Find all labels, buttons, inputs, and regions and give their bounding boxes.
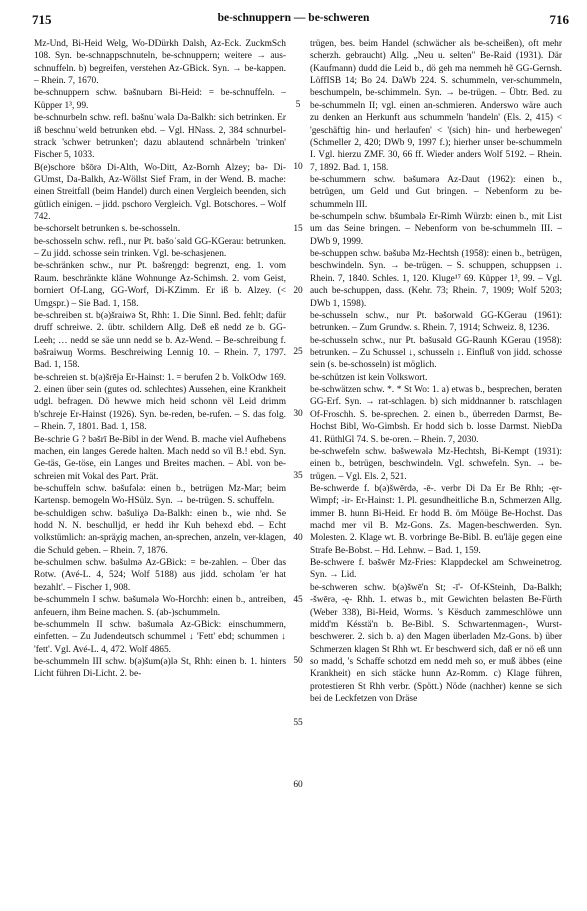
dictionary-entry: be-schreiben st. b(ə)šraiwə St, Rhh: 1. Die Sinnl. Bed. fehlt; dafür druff schreiwe. 2. übtr. schildern Allg. Deß eß nedd ze b. GG-Leeh; … nedd se säe unn nedd se b. Az-Wend. – Be-schreibung f. bəšraiwuŋ Worms. Beschreiwing Lennig 10. – Rhein. 7, 1797. Bad. 1, 158. [34,310,286,371]
column-right [310,38,562,705]
running-title: be-schnuppern — be-schweren [217,12,370,24]
running-header [0,12,587,28]
dictionary-entry: be-schützen ist kein Volkswort. [310,372,428,383]
column-left [34,38,286,681]
dictionary-entry: B(e)schore bšōrə Di-Alth, Wo-Ditt, Az-Bornh Alzey; bə- Di-GUmst, Da-Balkh, Az-Wöllst Sief Fram, in der Wend. B. mache: einen Streitfall (beim Handel) durch einen Vergleich beenden, sich gütlich einigen. – jidd. pschoro Vergleich. Vgl. Botschores. – Wolf 742. [34,162,286,223]
dictionary-entry: be-schusseln schw., nur Pt. bəšusəld GG-Raunh KGerau (1958): betrunken. – Zu Schussel ↓, schusseln ↓. Einfluß von jidd. schosse sein (s. be-schosseln) ist möglich. [310,335,562,371]
line-number: 5 [295,100,301,110]
dictionary-entry: Be-schrie G ? bəšrī Be-Bibl in der Wend. B. mache viel Aufhebens machen, ein langes Gerede halten. Mach nedd so vïl B.! ebd. Syn. Ge-täs, Ge-töse, ein Langes und Breites machen. – Abl. von be-schreien mit Vokal des Part. Prät. [34,434,286,482]
line-number: 15 [293,224,303,234]
dictionary-entry: be-schumpeln schw. bšumbələ Er-Rimh Würzb: einen b., mit List um das Seine bringen. – Nebenform von be-schummeln III. – DWb 9, 1999. [310,212,562,247]
line-number: 45 [293,595,303,605]
dictionary-entry: be-schusseln schw., nur Pt. bəšorwəld GG-KGerau (1961): betrunken. – Zum Grundw. s. Rhein. 7, 1914; Schweiz. 8, 1236. [310,310,562,334]
dictionary-entry: Be-schwere f. bəšwēr Mz-Fries: Klappdeckel am Schweinetrog. Syn. → Lid. [310,558,562,581]
line-number: 20 [293,286,303,296]
line-number: 50 [293,656,303,666]
page-number-left: 715 [32,12,52,27]
dictionary-entry: be-schnurbeln schw. refl. bəšnuˈwələ Da-Balkh: sich betrinken. Er iß beschnuˈweld betrunken ebd. – Vgl. HNass. 2, 384 schnurbel-strack 'schwer betrunken'; dazu ablautend schnärbeln 'trinken' Fischer 5, 1033. [34,113,286,161]
line-number: 55 [293,718,303,728]
line-number: 10 [293,162,303,172]
dictionary-entry: be-schummeln III schw. b(ə)šum(ə)lə St, Rhh: einen b. 1. hinters Licht führen Di-Licht. 2. be- [34,656,286,680]
dictionary-entry: be-schummeln II schw. bəšumələ Az-GBick: einschummern, einfetten. – Zu Judendeutsch schummel ↓ 'Fett' ebd; schummen ↓ 'fett'. Vgl. Avé-L. 4, 472. Wolf 4865. [34,619,286,655]
dictionary-entry: be-schnuppern schw. bəšnubərn Bi-Heid: = be-schnuffeln. – Küpper 1³, 99. [34,88,286,111]
dictionary-entry: be-schränken schw., nur Pt. bəšreŋgd: begrenzt, eng. 1. vom Raum. beschränkte kläne Wohnunge Az-Schimsh. 2. vom Geist, borniert Of-Lang, GG-Worf, Di-KZimm. Er iß b. Alzey. (< Umgspr.) – Sie Bad. 1, 158. [34,261,286,309]
dictionary-entry: be-schuppen schw. bəšubə Mz-Hechtsh (1958): einen b., betrügen, beschwindeln. Syn. → be-trügen. – S. schuppen, schuppsen ↓. Rhein. 7, 1840. Schles. 1, 120. Kluge¹⁷ 69. Küpper 1³, 99. – Vgl. auch be-schuppen, dass. (Kehr. 73; Rhein. 7, 1909; Wolf 5203; DWb 1, 1598). [310,249,562,309]
line-number: 35 [293,471,303,481]
dictionary-entry: be-schweren schw. b(ə)šwē'n St; -ī'- Of-KSteinh, Da-Balkh; -šwērə, -ę- Rhh. 1. etwas b., mit Gewichten belasten Be-Fürth (Weber 338), Bi-Heid, Worms. 's Kësduch zammeschlöwe unn midd'm Késstä'n b. Be-Bibl. S. Schwartenmagen-, Wurst-beschwerer. 2. sich b. a) den Magen überladen Mz-Gons. b) über Schmerzen klagen St Rhh wt. Er beschwerd sich, daß er nö eß unn so madd, 's Schaffe schotzd em nedd meh so, er muß äbbes (eine Krankheit) en sich stäcke hunn Az-Romm. c) Klage führen, protestieren St Rhh verbr. (Spött.) Nöde (nachher) kenne se sich bei de Leckfetzen von Dräse [310,582,562,705]
dictionary-entry: be-schummeln I schw. bəšuməlә Wo-Horchh: einen b., antreiben, anfeuern, ihm Beine machen. S. (ab-)schummeln. [34,595,286,618]
line-number: 30 [293,409,303,419]
dictionary-entry: be-schorselt betrunken s. be-schosseln. [34,224,181,235]
dictionary-entry: be-schuldigen schw. bəšuliχə Da-Balkh: einen b., wie nhd. Se hodd N. N. beschulljd, er hedd ihr Kuh behexd ebd. – Echt volkstümlich: an-spräχig machen, an-sprechen, anzeln, ver-klagen, die Schuld geben. – Rhein. 7, 1876. [34,508,286,556]
dictionary-entry: be-schulmen schw. bəšulmə Az-GBick: = be-zahlen. – Über das Rotw. (Avé-L. 4, 524; Wolf 5188) aus jidd. scholam 'er hat bezahlt'. – Fischer 1, 908. [34,558,286,593]
dictionary-entry: trügen, bes. beim Handel (schwächer als be-scheißen), oft mehr scherzh. gebraucht) Allg. „Neu u. selten" Be-Raid (1931). Där (Kaufmann) dudd die Leid b., dö geh ma nemmeh hẽ GG-Gernsh. LöffISB 14; Bo 24. DaWb 224. S. schummeln, ver-schummeln, beschumpeln, be-schimmeln. Syn. → be-trügen. – Übtr. Bed. zu be-schummeln II; vgl. einen an-schmieren. Anderswo wäre auch zu denken an Herkunft aus schummeln 'handeln' (Els. 2, 415) < 'geschäftig hin- und herlaufen' < '(sich) hin- und herbewegen' (Schmeller 2, 420; DWb 9, 1997 f.); hierher unser be-schummeln I. Vgl. hierzu ZMF. 30, 66 ff. Wieder anders Wolf 5192. – Rhein. 7, 1892. Bad. 1, 158. [310,39,562,173]
dictionary-entry: be-schosseln schw. refl., nur Pt. bəšoˈsəld GG-KGerau: betrunken. – Zu jidd. schosse sein trinken. Vgl. be-schasjenen. [34,236,286,260]
line-number: 40 [293,533,303,543]
page-number-right: 716 [549,12,569,27]
dictionary-entry: be-schwätzen schw. *. * St Wo: 1. a) etwas b., besprechen, beraten GG-Erf. Syn. → rat-schlagen. b) sich middnanner b. ratschlagen Of-Froschh. S. be-sprechen. 2. einen b., überreden Darmst, Be-Hochst Bibl, Wo-Gimbsh. Er hodd sich b. losse Darmst. NiebDa 41. RüthlGl 74. S. be-oren. – Rhein. 7, 2030. [310,385,562,445]
line-number: 25 [293,347,303,357]
dictionary-entry: be-schummern schw. bəšumərə Az-Daut (1962): einen b., betrügen, um Geld und Gut bringen. – Nebenform zu be-schummeln III. [310,174,562,210]
dictionary-entry: Be-schwerde f. b(ə)šwērdə, -ē-. verbr Di Da Er Be Rhh; -ęr- Wimpf; -ir- Er-Hainst: 1. Pl. gesundheitliche B.n, Schmerzen Allg. immer B. hunn Bi-Heid. Er hodd B. öm Möüge Be-Hochst. Das machd mer vil B. Mz-Gons. Zs. Magen-beschwerden. Syn. Molesten. 2. Klage wt. B. vorbringe Be-Bibl. B. eu'läje gegen eine Strafe Be-Bobst. – Hd. Lehnw. – Bad. 1, 159. [310,483,562,556]
dictionary-entry: be-schuffeln schw. bəšufələ: einen b., betrügen Mz-Mar; beim Kartensp. bemogeln Wo-HSülz. Syn. → be-trügen. S. schuffeln. [34,483,286,507]
dictionary-entry: be-schreien st. b(ə)šrējə Er-Hainst: 1. = berufen 2 b. VolkOdw 169. 2. einen über sein (gutes od. schlechtes) Aussehen, eine Krankheit udgl. befragen. Dö hewwe mich heid schonn vël Leid drimm b'schreje Er-Hainst (1926). Syn. be-reden, be-rufen. – S. das folg. – Rhein. 7, 1801. Bad. 1, 158. [34,372,286,433]
dictionary-entry: be-schwefeln schw. bəšwewələ Mz-Hechtsh, Bi-Kempt (1931): einen b., betrügen, beschwindeln. Vgl. schwefeln. Syn. → be-trügen. – Vgl. Els. 2, 521. [310,446,562,482]
dictionary-entry: Mz-Und, Bi-Heid Welg, Wo-DDürkh Dalsh, Az-Eck. ZuckmSch 108. Syn. be-schnappschnuteln, be-schnuppern; weitere → aus-schnuffeln. b) begreifen, verstehen Az-GBick. Syn. → be-kappen. – Rhein. 7, 1670. [34,39,286,87]
line-number: 60 [293,780,303,790]
